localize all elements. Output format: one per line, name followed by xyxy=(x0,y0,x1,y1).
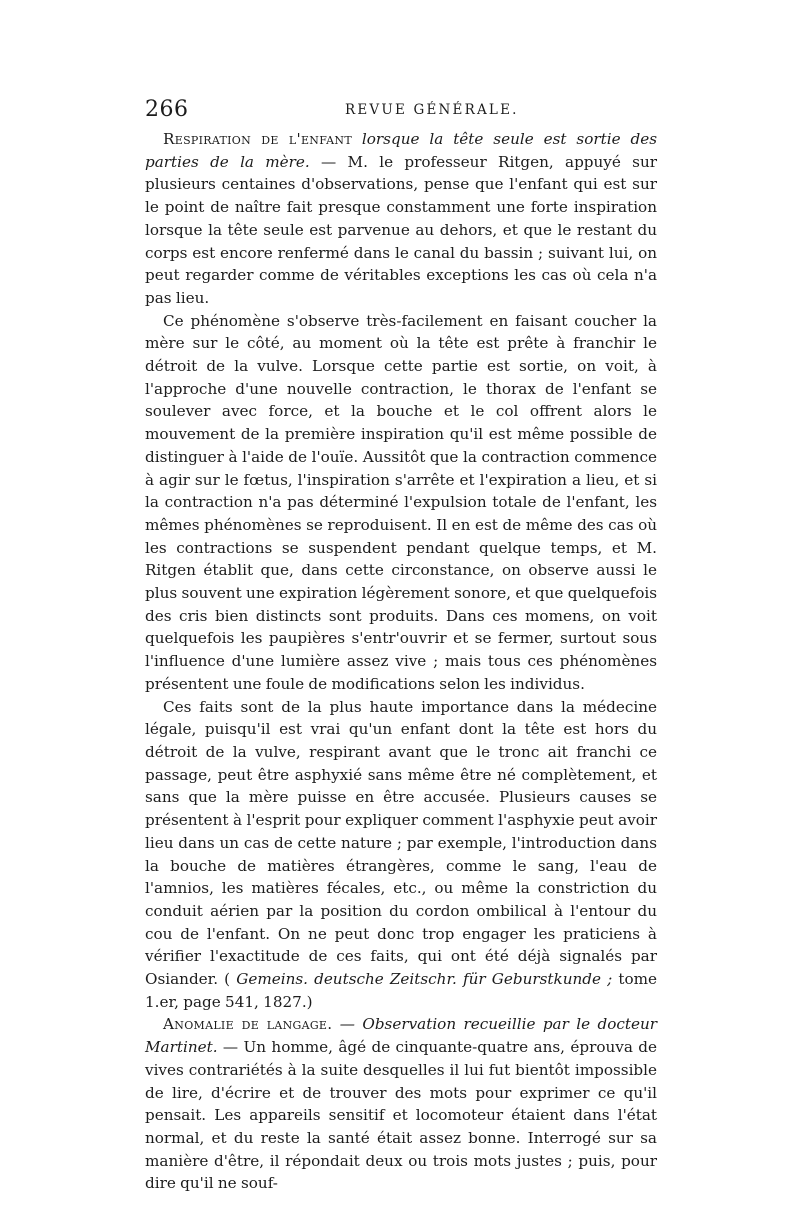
running-head: REVUE GÉNÉRALE. xyxy=(345,102,519,118)
citation-reference: tome 1.er, page 541, 1827.) xyxy=(145,970,657,1011)
paragraph-medecine-legale xyxy=(145,696,657,1014)
paragraph-phenomene xyxy=(145,310,657,696)
paragraph-text: Ce phénomène s'observe très-facilement en faisant coucher la mère sur le côté, au moment où la tête est prête à franchir le détroit de la vulve. Lorsque cette partie est sortie, on voit, à l'approche d'une nouvelle contraction, le thorax de l'enfant se soulever avec force, et la bouche et le col offrent alors le mouvement de la première inspiration qu'il est même possible de distinguer à l'aide de l'ouïe. Aussitôt que la contraction commence à agir sur le fœtus, l'inspiration s'arrête et l'expiration a lieu, et si la contraction n'a pas déterminé l'expulsion totale de l'enfant, les mêmes phénomènes se reproduisent. Il en est de même des cas où les contractions se suspendent pendant quelque temps, et M. Ritgen établit que, dans cette circonstance, on observe aussi le plus souvent une expiration légèrement sonore, et que quelquefois des cris bien distincts sont produits. Dans ces momens, on voit quelquefois les paupières s'entr'ouvrir et se fermer, surtout sous l'influence d'une lumière assez vive ; mais tous ces phénomènes présentent une foule de modifications selon les individus. xyxy=(145,311,657,693)
page-body xyxy=(145,128,657,1195)
section-title: — Observation recueillie par le docteur Martinet. xyxy=(145,1015,657,1057)
paragraph-respiration xyxy=(145,128,657,310)
paragraph-text: Ces faits sont de la plus haute importance dans la médecine légale, puisqu'il est vrai qu'un enfant dont la tête est hors du détroit de la vulve, respirant avant que le tronc ait franchi ce passage, peut être asphyxié sans même être né complètement, et sans que la mère puisse en être accusée. Plusieurs causes se présentent à l'esprit pour expliquer comment l'asphyxie peut avoir lieu dans un cas de cette nature ; par exemple, l'introduction dans la bouche de matières étrangères, comme le sang, l'eau de l'amnios, les matières fécales, etc., ou même la constriction du conduit aérien par la position du cordon ombilical à l'entour du cou de l'enfant. On ne peut donc trop engager les praticiens à vérifier l'exactitude de ces faits, qui ont été déjà signalés par Osiander. ( xyxy=(145,697,657,989)
section-label: Respiration de l'enfant xyxy=(163,130,352,148)
citation: Gemeins. deutsche Zeitschr. für Geburstkunde ; xyxy=(236,970,613,989)
paragraph-text: — M. le professeur Ritgen, appuyé sur plusieurs centaines d'observations, pense que l'enfant qui est sur le point de naître fait presque constamment une forte inspiration lorsque la tête seule est parvenue au dehors, et que le restant du corps est encore renfermé dans le canal du bassin ; suivant lui, on peut regarder comme de véritables exceptions les cas où cela n'a pas lieu. xyxy=(145,152,657,307)
paragraph-text: — Un homme, âgé de cinquante-quatre ans, éprouva de vives contrariétés à la suite desquelles il lui fut bientôt impossible de lire, d'écrire et de trouver des mots pour exprimer ce qu'il pensait. Les appareils sensitif et locomoteur étaient dans l'état normal, et du reste la santé était assez bonne. Interrogé sur sa manière d'être, il répondait deux ou trois mots justes ; puis, pour dire qu'il ne souf- xyxy=(145,1038,657,1193)
page-header xyxy=(145,97,655,125)
paragraph-anomalie xyxy=(145,1013,657,1195)
section-title: lorsque la tête seule est sortie des parties de la mère. xyxy=(145,130,657,171)
section-label: Anomalie de langage. xyxy=(163,1015,333,1034)
page-number: 266 xyxy=(145,97,189,122)
